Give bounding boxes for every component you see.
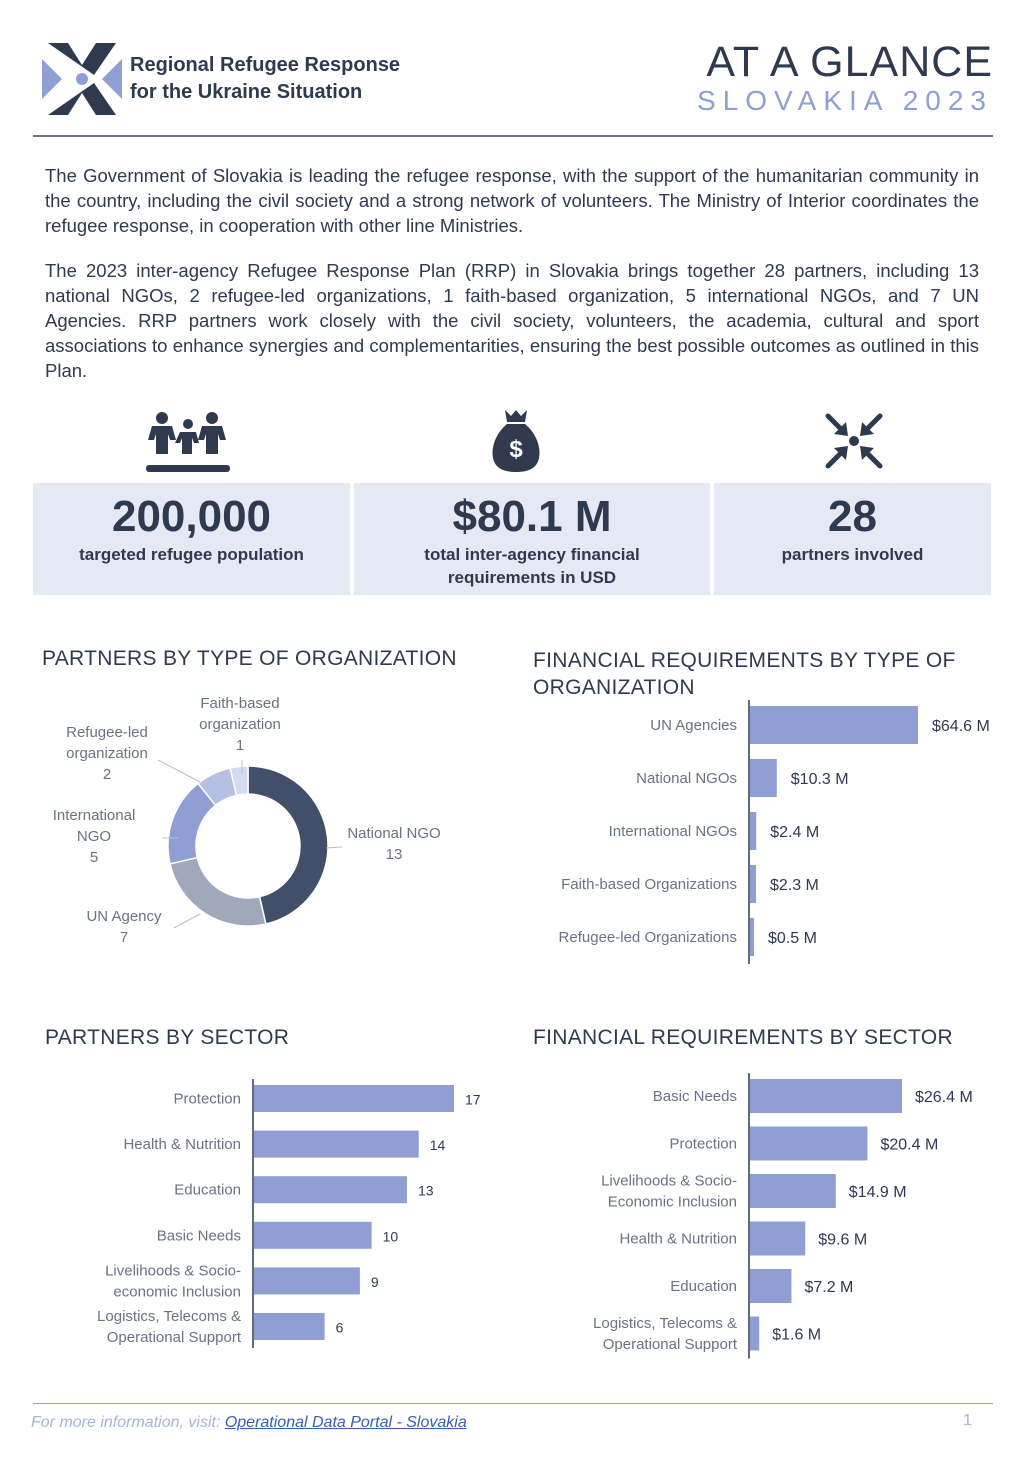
slice-category-label: NGO — [76, 828, 112, 845]
page-header — [33, 30, 993, 136]
section-title-financial-by-sector: FINANCIAL REQUIREMENTS BY SECTOR — [533, 1026, 953, 1049]
bar-value-label: $7.2 M — [804, 1279, 854, 1296]
stat-refugee-population — [33, 483, 350, 595]
page-number: 1 — [963, 1412, 972, 1429]
people-icon — [144, 408, 232, 474]
money-bag-icon — [491, 408, 541, 474]
partners-by-sector-bar-chart — [30, 1075, 510, 1355]
section-title-line: FINANCIAL REQUIREMENTS BY TYPE OF — [533, 649, 956, 672]
donut-slice — [170, 858, 266, 926]
category-tick-label: Health & Nutrition — [619, 1230, 737, 1248]
stat-financial-requirements — [354, 483, 710, 595]
financial-by-type-bar-chart — [520, 700, 1010, 970]
bar — [750, 1174, 836, 1208]
bar-value-label: $0.5 M — [768, 930, 817, 947]
category-tick-label: Operational Support — [106, 1329, 241, 1346]
category-tick-label: Health & Nutrition — [123, 1136, 241, 1154]
bar — [254, 1085, 454, 1112]
bar — [254, 1222, 372, 1249]
slice-category-label: Refugee-led — [66, 724, 148, 741]
page-title: AT A GLANCE — [706, 38, 993, 86]
slice-category-label: organization — [199, 716, 281, 733]
bar-value-label: $2.4 M — [770, 824, 820, 841]
category-tick-label: Education — [670, 1278, 737, 1295]
slice-value-label: 7 — [119, 929, 129, 946]
category-tick-label: Operational Support — [602, 1336, 737, 1353]
category-tick-label: National NGOs — [636, 770, 737, 787]
bar-value-label: 6 — [335, 1319, 344, 1336]
bar-value-label: 14 — [429, 1137, 446, 1154]
slice-category-label: International — [52, 807, 136, 824]
stat-label: partners involved — [781, 545, 924, 564]
category-tick-label: Education — [174, 1181, 241, 1199]
slice-category-label: National NGO — [347, 825, 441, 842]
category-tick-label: Logistics, Telecoms & — [97, 1308, 241, 1325]
partners-by-type-donut-chart — [30, 690, 490, 970]
intro-text — [45, 163, 979, 403]
bar-value-label: $20.4 M — [880, 1136, 939, 1154]
category-tick-label: Logistics, Telecoms & — [593, 1315, 737, 1332]
rrp-logo-icon — [38, 35, 126, 123]
logo-text — [130, 52, 400, 106]
bar-value-label: $1.6 M — [772, 1326, 822, 1344]
slice-value-label: 5 — [89, 849, 99, 866]
stat-label-line2: requirements in USD — [447, 568, 617, 587]
slice-value-label: 1 — [235, 737, 245, 754]
category-tick-label: Livelihoods & Socio- — [105, 1262, 241, 1280]
bar — [254, 1176, 407, 1203]
slice-value-label: 13 — [385, 846, 403, 863]
slice-category-label: UN Agency — [86, 908, 162, 925]
section-title-partners-by-sector: PARTNERS BY SECTOR — [45, 1026, 290, 1049]
bar-value-label: 10 — [382, 1228, 399, 1245]
bar — [750, 1079, 902, 1113]
stat-label: targeted refugee population — [79, 545, 304, 564]
financial-by-sector-bar-chart — [520, 1070, 1010, 1360]
category-tick-label: Basic Needs — [652, 1088, 737, 1105]
logo-line2: for the Ukraine Situation — [130, 81, 363, 103]
leader-line — [158, 760, 200, 782]
category-tick-label: Faith-based Organizations — [561, 876, 737, 893]
leader-line — [174, 914, 200, 928]
footer-divider — [33, 1403, 993, 1404]
arrows-converge-icon — [822, 408, 886, 474]
section-title-financial-by-type — [533, 647, 956, 701]
operational-data-portal-link[interactable]: Operational Data Portal - Slovakia — [224, 1414, 467, 1431]
bar-value-label: $26.4 M — [915, 1089, 973, 1106]
intro-paragraph-2: The 2023 inter-agency Refugee Response Plan (RRP) in Slovakia brings together 28 partners, including 13 national NGOs, 2 refugee-led organizations, 1 faith-based organization, 5 international NGOs, and 7 UN Agencies. RRP partners work closely with the civil society, volunteers, the academia, cultural and sport associations to enhance synergies and complementarities, ensuring the best possible outcomes as outlined in this Plan. — [45, 260, 979, 381]
category-tick-label: Livelihoods & Socio- — [601, 1172, 737, 1190]
bar-value-label: 9 — [370, 1273, 379, 1290]
bar — [750, 1222, 805, 1256]
category-tick-label: Protection — [669, 1135, 737, 1153]
bar — [750, 759, 777, 797]
category-tick-label: Protection — [173, 1090, 241, 1108]
bar — [750, 865, 756, 903]
section-title-partners-by-type: PARTNERS BY TYPE OF ORGANIZATION — [42, 647, 457, 670]
category-tick-label: Basic Needs — [156, 1227, 241, 1245]
section-title-line: ORGANIZATION — [533, 676, 695, 699]
category-tick-label: economic Inclusion — [113, 1283, 241, 1301]
slice-value-label: 2 — [102, 766, 112, 783]
bar — [750, 918, 754, 956]
stat-value: $80.1 M — [452, 492, 612, 541]
stat-value: 200,000 — [111, 492, 272, 541]
stat-value: 28 — [828, 492, 877, 541]
bar — [750, 812, 756, 850]
category-tick-label: UN Agencies — [650, 717, 737, 734]
bar-value-label: $2.3 M — [769, 877, 819, 894]
stat-label-line1: total inter-agency financial — [424, 545, 640, 564]
svg-text:$: $ — [509, 436, 523, 463]
category-tick-label: Refugee-led Organizations — [558, 929, 737, 946]
logo-line1: Regional Refugee Response — [130, 54, 401, 76]
bar — [254, 1131, 419, 1158]
bar — [750, 1317, 759, 1351]
header-divider — [33, 135, 993, 137]
bar — [750, 706, 918, 744]
bar-value-label: $14.9 M — [848, 1184, 907, 1201]
footer — [31, 1414, 467, 1432]
category-tick-label: International NGOs — [608, 823, 737, 840]
bar-value-label: 13 — [417, 1182, 434, 1199]
slice-category-label: organization — [66, 745, 148, 762]
bar — [750, 1127, 867, 1161]
bar-value-label: $10.3 M — [790, 771, 849, 788]
footer-prefix: For more information, visit: — [31, 1414, 225, 1431]
page-subtitle: SLOVAKIA 2023 — [697, 85, 993, 116]
bar — [254, 1313, 325, 1340]
intro-paragraph-1: The Government of Slovakia is leading the refugee response, with the support of the humanitarian community in the country, including the civil society and a strong network of volunteers. The Ministry of Interior coordinates the refugee response, in cooperation with other line Ministries. — [45, 165, 979, 236]
bar — [750, 1269, 791, 1303]
bar-value-label: $9.6 M — [818, 1231, 868, 1249]
slice-category-label: Faith-based — [200, 695, 280, 712]
stat-partners — [714, 483, 991, 595]
bar-value-label: $64.6 M — [932, 718, 990, 735]
bar-value-label: 17 — [465, 1091, 481, 1108]
title-block — [697, 38, 993, 116]
category-tick-label: Economic Inclusion — [607, 1193, 737, 1211]
bar — [254, 1267, 360, 1294]
